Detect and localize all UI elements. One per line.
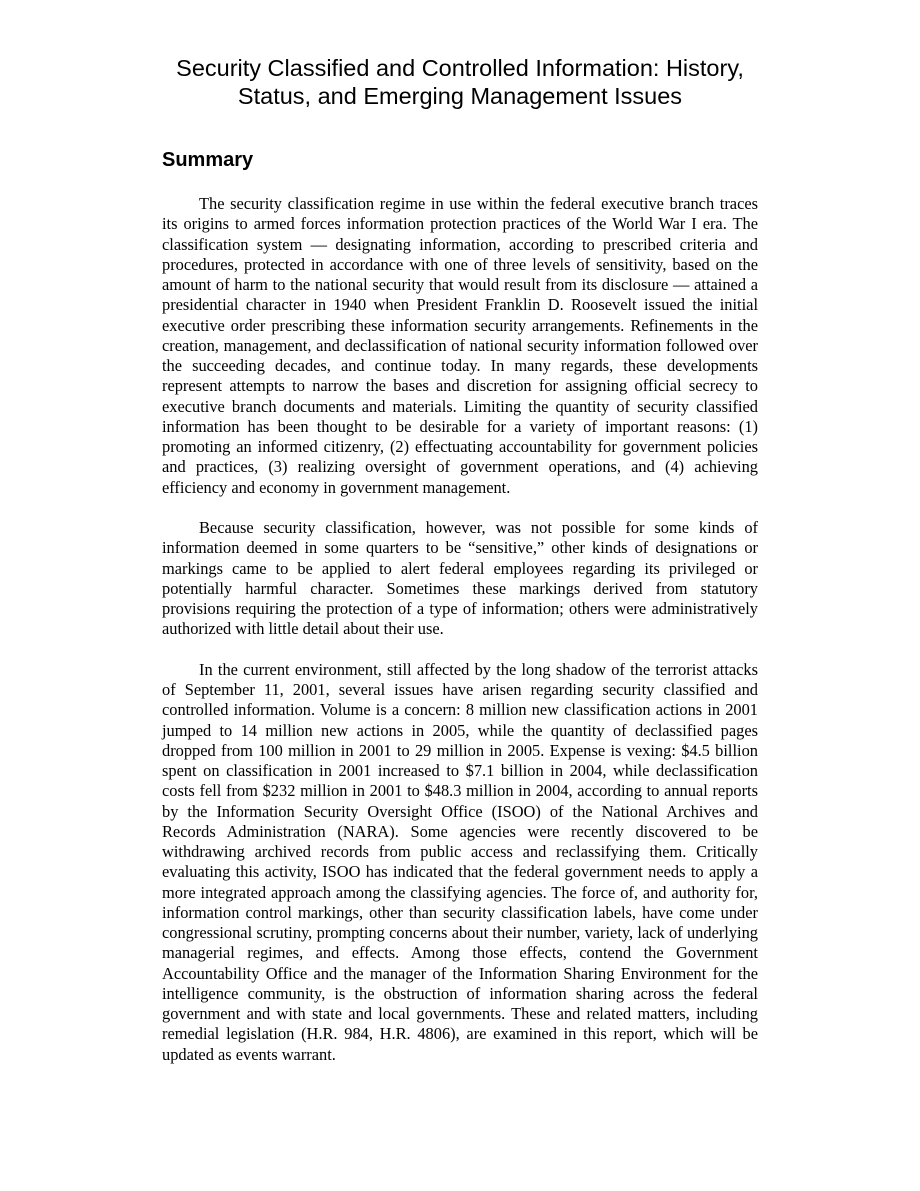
document-page <box>162 54 758 1065</box>
document-title <box>162 54 758 110</box>
summary-paragraph-2: Because security classification, however, was not possible for some kinds of information deemed in some quarters to be “sensitive,” other kinds of designations or markings came to be applied to alert federal employees regarding its privileged or potentially harmful character. Sometimes these markings derived from statutory provisions requiring the protection of a type of information; others were administratively authorized with little detail about their use. <box>162 518 758 639</box>
title-line-2: Status, and Emerging Management Issues <box>237 83 683 109</box>
summary-paragraph-3: In the current environment, still affected by the long shadow of the terrorist attacks of September 11, 2001, several issues have arisen regarding security classified and controlled information. Volume is a concern: 8 million new classification actions in 2001 jumped to 14 million new actions in 2005, while the quantity of declassified pages dropped from 100 million in 2001 to 29 million in 2005. Expense is vexing: $4.5 billion spent on classification in 2001 increased to $7.1 billion in 2004, while declassification costs fell from $232 million in 2001 to $48.3 million in 2004, according to annual reports by the Information Security Oversight Office (ISOO) of the National Archives and Records Administration (NARA). Some agencies were recently discovered to be withdrawing archived records from public access and reclassifying them. Critically evaluating this activity, ISOO has indicated that the federal government needs to apply a more integrated approach among the classifying agencies. The force of, and authority for, information control markings, other than security classification labels, have come under congressional scrutiny, prompting concerns about their number, variety, lack of underlying managerial regimes, and effects. Among those effects, contend the Government Accountability Office and the manager of the Information Sharing Environment for the intelligence community, is the obstruction of information sharing across the federal government and with state and local governments. These and related matters, including remedial legislation (H.R. 984, H.R. 4806), are examined in this report, which will be updated as events warrant. <box>162 659 758 1064</box>
section-heading-summary: Summary <box>162 149 254 171</box>
summary-paragraph-1: The security classification regime in use within the federal executive branch traces its origins to armed forces information protection practices of the World War I era. The classification system — designating information, according to prescribed criteria and procedures, protected in accordance with one of three levels of sensitivity, based on the amount of harm to the national security that would result from its disclosure — attained a presidential character in 1940 when President Franklin D. Roosevelt issued the initial executive order prescribing these information security arrangements. Refinements in the creation, management, and declassification of national security information followed over the succeeding decades, and continue today. In many regards, these developments represent attempts to narrow the bases and discretion for assigning official secrecy to executive branch documents and materials. Limiting the quantity of security classified information has been thought to be desirable for a variety of important reasons: (1) promoting an informed citizenry, (2) effectuating accountability for government policies and practices, (3) realizing oversight of government operations, and (4) achieving efficiency and economy in government management. <box>162 194 758 497</box>
title-line-1: Security Classified and Controlled Information: History, <box>176 55 744 81</box>
